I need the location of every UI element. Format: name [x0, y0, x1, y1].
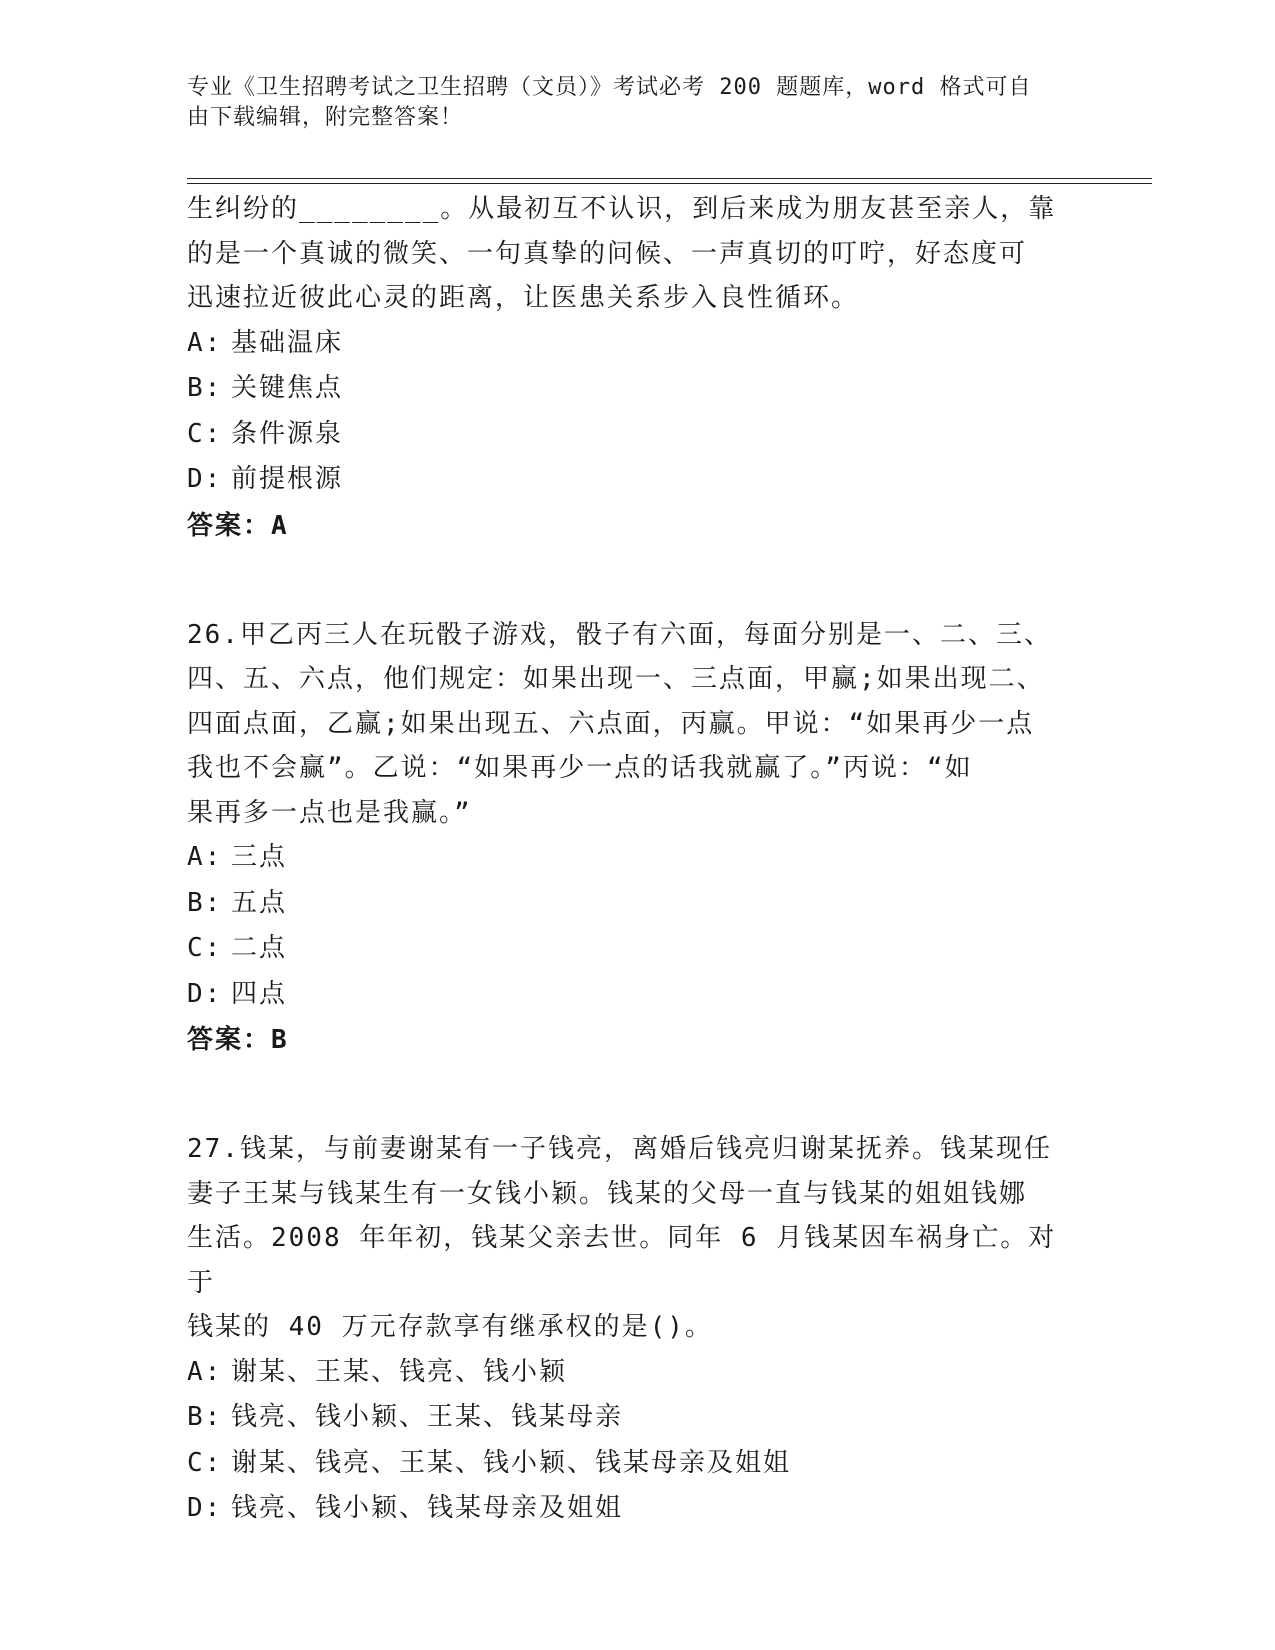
question-stem-line: 四、五、六点，他们规定：如果出现一、三点面，甲赢;如果出现二、 — [187, 664, 1045, 694]
question-stem-line: 果再多一点也是我赢。” — [187, 797, 472, 828]
question-stem-line: 生纠纷的________。从最初互不认识，到后来成为朋友甚至亲人，靠 — [187, 194, 1057, 224]
option-d: D: 前提根源 — [187, 464, 344, 494]
option-b: B: 关键焦点 — [187, 373, 344, 403]
document-header — [187, 73, 1067, 133]
question-stem-line: 钱某的 40 万元存款享有继承权的是()。 — [187, 1312, 713, 1342]
header-divider-bottom — [187, 183, 1152, 184]
option-c: C: 二点 — [187, 933, 288, 963]
question-stem-line: 26.甲乙丙三人在玩骰子游戏，骰子有六面，每面分别是一、二、三、 — [187, 619, 1052, 650]
question-stem-line: 迅速拉近彼此心灵的距离，让医患关系步入良性循环。 — [187, 283, 860, 313]
header-line-2: 由下载编辑，附完整答案！ — [187, 105, 464, 130]
question-stem-line: 妻子王某与钱某生有一女钱小颖。钱某的父母一直与钱某的姐姐钱娜 — [187, 1178, 1028, 1209]
option-a: A: 三点 — [187, 842, 288, 872]
question-stem-line: 我也不会赢”。乙说：“如果再少一点的话我就赢了。”丙说：“如 — [187, 753, 973, 783]
question-25 — [187, 187, 1067, 549]
option-c: C: 谢某、钱亮、王某、钱小颖、钱某母亲及姐姐 — [187, 1447, 792, 1478]
answer-label: 答案：A — [187, 510, 289, 541]
option-d: D: 钱亮、钱小颖、钱某母亲及姐姐 — [187, 1493, 624, 1523]
option-a: A: 谢某、王某、钱亮、钱小颖 — [187, 1356, 568, 1387]
option-d: D: 四点 — [187, 978, 288, 1009]
question-stem-line: 的是一个真诚的微笑、一句真挚的问候、一声真切的叮咛，好态度可 — [187, 238, 1028, 269]
option-c: C: 条件源泉 — [187, 418, 344, 449]
header-line-1: 专业《卫生招聘考试之卫生招聘（文员）》考试必考 200 题题库，word 格式可自 — [187, 75, 1032, 100]
question-stem-line: 生活。2008 年年初，钱某父亲去世。同年 6 月钱某因车祸身亡。对于 — [187, 1223, 1057, 1298]
option-b: B: 钱亮、钱小颖、王某、钱某母亲 — [187, 1402, 624, 1432]
answer-label: 答案：B — [187, 1025, 289, 1055]
question-stem-line: 四面点面，乙赢;如果出现五、六点面，丙赢。甲说：“如果再少一点 — [187, 708, 1035, 739]
option-a: A: 基础温床 — [187, 327, 344, 358]
question-26 — [187, 613, 1067, 1064]
question-27 — [187, 1127, 1067, 1532]
question-stem-line: 27.钱某，与前妻谢某有一子钱亮，离婚后钱亮归谢某抚养。钱某现任 — [187, 1134, 1052, 1164]
document-body — [187, 187, 1067, 1532]
header-divider-top — [187, 178, 1152, 179]
option-b: B: 五点 — [187, 887, 288, 918]
